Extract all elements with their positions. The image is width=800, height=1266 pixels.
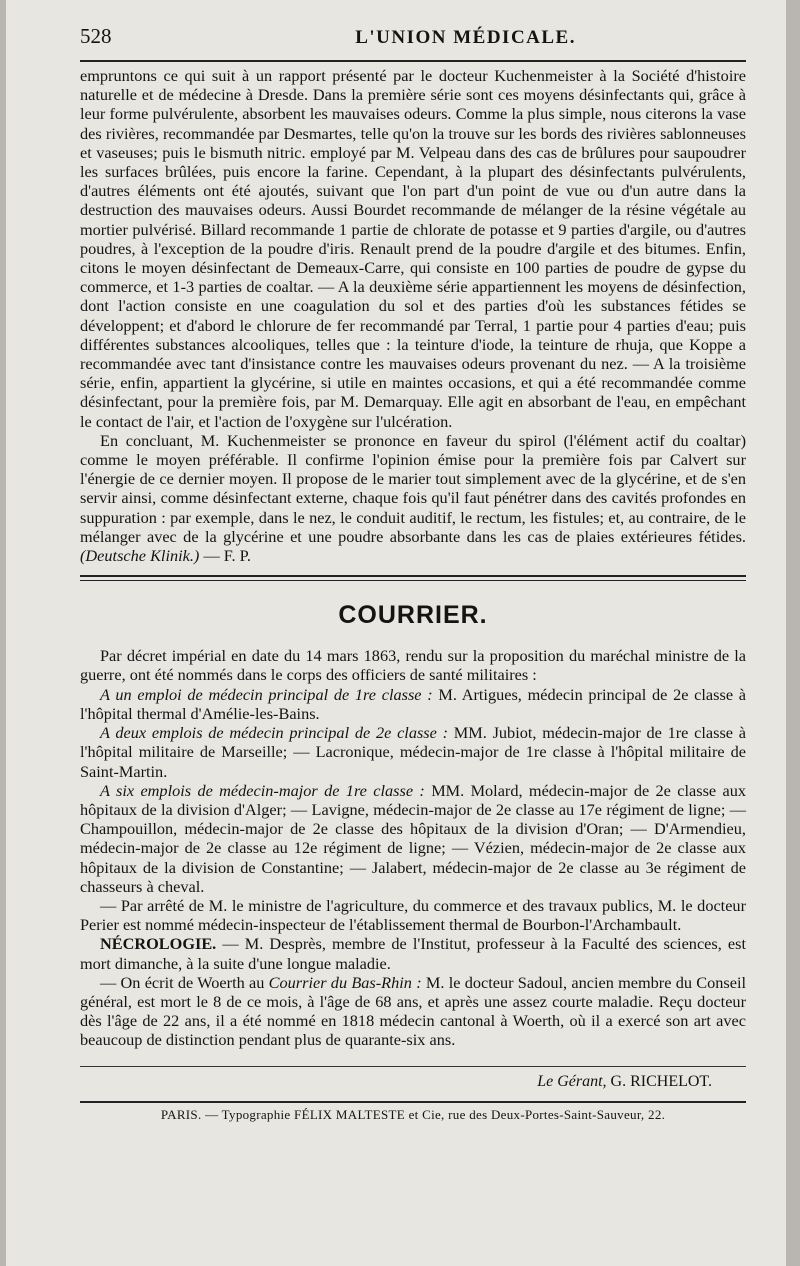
appointment-heading: A deux emplois de médecin principal de 2e classe : (100, 723, 449, 743)
woerth-text: M. le docteur Sadoul, ancien membre du Conseil général, est mort le 8 de ce mois, à l'âge de 68 ans, et après une assez courte maladie. Reçu docteur dès l'âge de 22 ans, il a été nommé en 1818 médecin cantonal à Woerth, où il a exercé son art avec beaucoup de distinction pendant plus de quarante-six ans. (80, 972, 746, 1050)
journal-page (6, 0, 786, 1266)
article-paragraph-2 (80, 431, 746, 565)
appointment-heading: A un emploi de médecin principal de 1re classe : (100, 684, 433, 704)
footer-rule (80, 1101, 746, 1103)
signature-role: Le Gérant, (537, 1072, 607, 1090)
section-divider (80, 575, 746, 581)
appointment-major-1 (80, 781, 746, 896)
appointment-principal-2 (80, 723, 746, 781)
appointment-heading: A six emplois de médecin-major de 1re classe : (100, 780, 425, 800)
decree-intro: Par décret impérial en date du 14 mars 1863, rendu sur la proposition du maréchal ministre de la guerre, ont été nommés dans le corps des officiers de santé militaires : (80, 646, 746, 685)
article-source: (Deutsche Klinik.) (80, 546, 200, 566)
running-head (80, 24, 746, 50)
page-number: 528 (80, 24, 112, 48)
woerth-lead: — On écrit de Woerth au (100, 972, 265, 992)
woerth-entry (80, 973, 746, 1050)
ministerial-arrete: — Par arrêté de M. le ministre de l'agriculture, du commerce et des travaux publics, M. le docteur Perier est nommé médecin-inspecteur de l'établissement thermal de Bourbon-l'Archambault. (80, 895, 746, 935)
signature-rule (80, 1066, 746, 1067)
article-paragraph-1: empruntons ce qui suit à un rapport présenté par le docteur Kuchenmeister à la Société d'histoire naturelle et de médecine à Dresde. Dans la première série sont ces moyens désinfectants qui, grâce à leur forme pulvérulente, absorbent les mauvaises odeurs. Comme la plus simple, nous citerons la vase des rivières, recommandée par Desmartes, telle qu'on la trouve sur les bords des rivières sablonneuses et vaseuses; puis le bismuth nitric. employé par M. Velpeau dans des cas de brûlures pour saupoudrer les surfaces brûlées, puis encore la farine. Cependant, à la plupart des désinfectants pulvérulents, d'autres éléments ont été ajoutés, suivant que l'on part d'un point de vue ou d'un autre dans la destruction des mauvaises odeurs. Aussi Bourdet recommande de mélanger de la résine végétale au mortier pulvérisé. Billard recommande 1 partie de chlorate de potasse et 9 parties d'argile, ou d'autres poudres, à l'exception de la poudre d'iris. Renault prend de la poudre d'argile et des bitumes. Enfin, citons le moyen désinfectant de Demeaux-Carre, qui consiste en 100 parties de poudre de gypse du commerce, et 1-3 parties de coaltar. — A la deuxième série appartiennent les moyens de désinfection, dont l'action consiste en une coagulation du sol et des parties d'où les substances fétides se développent; et d'abord le chlorure de fer recommandé par Terral, 1 partie pour 4 parties d'eau; puis différentes substances alcooliques, telles que : la teinture d'iode, la teinture de rhuja, que Koppe a recommandée avec tant d'insistance contre les mauvaises odeurs provenant du nez. — A la troisième série, enfin, appartient la glycérine, si utile en maintes occasions, et qui a été recommandée comme désinfectant, pour la première fois, par M. Demarquay. Elle agit en absorbant de l'eau, en empêchant le contact de l'air, et l'action de l'oxygène sur l'ulcération. (80, 66, 746, 431)
printer-imprint: PARIS. — Typographie FÉLIX MALTESTE et Cie, rue des Deux-Portes-Saint-Sauveur, 22. (160, 1106, 666, 1122)
appointment-principal-1 (80, 685, 746, 723)
article-paragraph-2-text: En concluant, M. Kuchenmeister se prononce en faveur du spirol (l'élément actif du coaltar) comme le moyen préférable. Il confirme l'opinion émise pour la première fois par Calvert sur l'énergie de ce dernier moyen. Il propose de le marier tout simplement avec de la glycérine, et de s'en servir ainsi, comme désinfectant externe, chaque fois qu'il faut pénétrer dans des cavités profondes en suppuration : par exemple, dans le nez, le conduit auditif, le rectum, les fistules; et, au contraire, de le mélanger avec de la glycérine et une poudre absorbante dans les cas de plaies extérieures fétides. (80, 430, 746, 546)
article-author: — F. P. (203, 546, 251, 566)
signature-name: G. RICHELOT. (610, 1072, 712, 1090)
courrier-body (80, 646, 746, 1049)
journal-title: L'UNION MÉDICALE. (355, 27, 576, 48)
woerth-source: Courrier du Bas-Rhin : (268, 972, 422, 992)
necrology-entry (80, 934, 746, 972)
section-title: COURRIER. (338, 601, 488, 630)
necrology-label: NÉCROLOGIE. (100, 934, 217, 954)
appointment-text: M. Artigues, médecin principal de 2e classe à l'hôpital thermal d'Amélie-les-Bains. (80, 684, 746, 723)
signature (80, 1073, 712, 1091)
article-body (80, 66, 746, 565)
necrology-text: — M. Desprès, membre de l'Institut, professeur à la Faculté des sciences, est mort dimanche, à la suite d'une longue maladie. (80, 934, 746, 973)
appointment-text: MM. Molard, médecin-major de 2e classe aux hôpitaux de la division d'Alger; — Lavigne, médecin-major de 2e classe au 17e régiment de ligne; — Champouillon, médecin-major de 2e classe des hôpitaux de la division d'Oran; — D'Armendieu, médecin-major de 2e classe au 12e régiment de ligne; — Vézien, médecin-major de 2e classe aux hôpitaux de la division de Constantine; — Jalabert, médecin-major de 2e classe au 3e régiment de chasseurs à cheval. (80, 780, 746, 896)
header-rule (80, 60, 746, 62)
appointment-text: MM. Jubiot, médecin-major de 1re classe à l'hôpital militaire de Marseille; — Lacronique, médecin-major de 1re classe à l'hôpital militaire de Saint-Martin. (80, 723, 746, 781)
